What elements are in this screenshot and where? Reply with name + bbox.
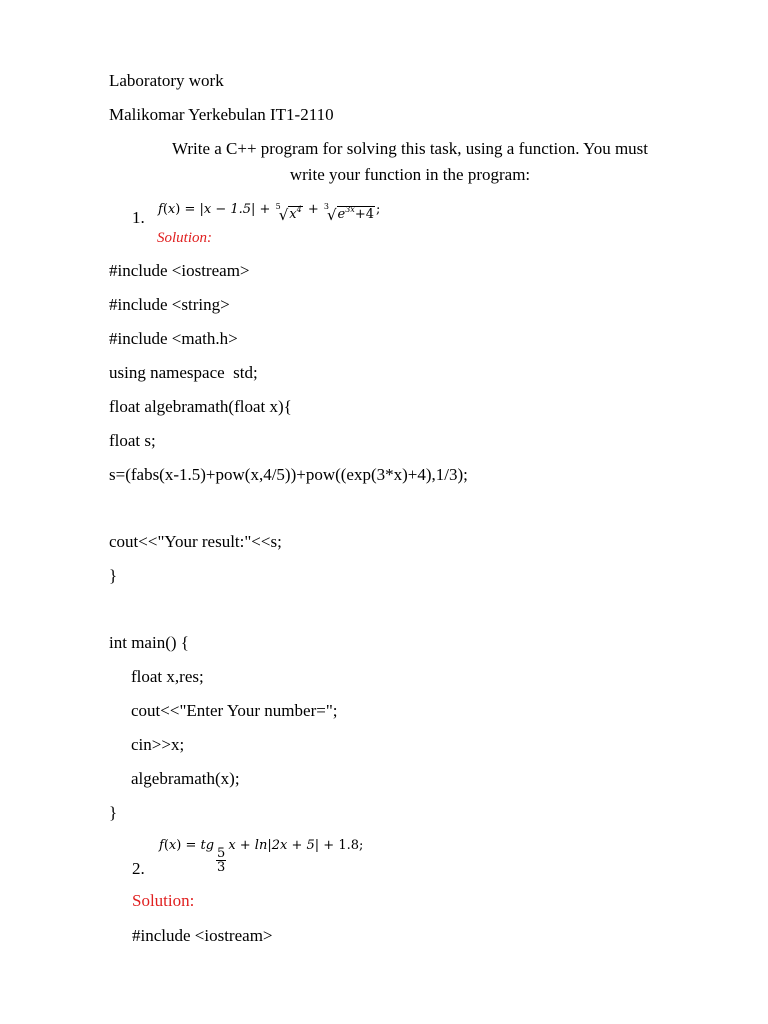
code-line: float s; <box>109 431 156 450</box>
code-line: } <box>109 566 118 585</box>
formula-arg: x <box>167 202 176 217</box>
task-line-1: Write a C++ program for solving this task, using a function. You must <box>171 139 649 158</box>
cube-root: 3 √ $e^{3x}+4$ <box>323 202 374 224</box>
fifth-root: 5 √ $x^4$ <box>275 202 302 224</box>
code-line: int main() { <box>109 633 189 652</box>
code-line: cout<<"Enter Your number="; <box>131 701 338 720</box>
solution-label-1: Solution: <box>157 230 212 246</box>
author-line: Malikomar Yerkebulan IT1-2110 <box>109 105 334 124</box>
problem-1-number: 1. <box>132 208 145 227</box>
code-line: #include <math.h> <box>109 329 238 348</box>
formula-abs-expr: x − 1.5 <box>203 202 252 217</box>
code-line: cout<<"Your result:"<<s; <box>109 532 282 551</box>
code-line: float algebramath(float x){ <box>109 397 292 416</box>
task-line-2: write your function in the program: <box>289 165 531 184</box>
formula-tg: tg <box>200 838 215 853</box>
code-line: cin>>x; <box>131 735 185 754</box>
formula-f: f <box>158 202 163 217</box>
code-line: } <box>109 803 118 822</box>
problem-2-formula: f ( x ) = tg $\frac{5}{3}$ x + ln | 2x + 5 | + 1.8; <box>159 838 364 875</box>
code-line: using namespace std; <box>109 363 258 382</box>
code-line: #include <iostream> <box>132 926 273 945</box>
code-line: #include <string> <box>109 295 230 314</box>
task-statement <box>100 136 720 188</box>
code-line: s=(fabs(x-1.5)+pow(x,4/5))+pow((exp(3*x)+4),1/3); <box>109 465 468 484</box>
code-line: algebramath(x); <box>131 769 240 788</box>
formula-fraction: $\frac{5}{3}$ <box>217 846 226 875</box>
code-line: float x,res; <box>131 667 204 686</box>
code-line: #include <iostream> <box>109 261 250 280</box>
problem-1-formula: f ( x ) = | x − 1.5 | + 5 √ $x^4$ + 3 √ $e^{3x}+4$ ; <box>158 202 381 224</box>
document-title: Laboratory work <box>109 71 224 90</box>
problem-2-number: 2. <box>132 859 145 878</box>
solution-label-2: Solution: <box>132 891 195 910</box>
